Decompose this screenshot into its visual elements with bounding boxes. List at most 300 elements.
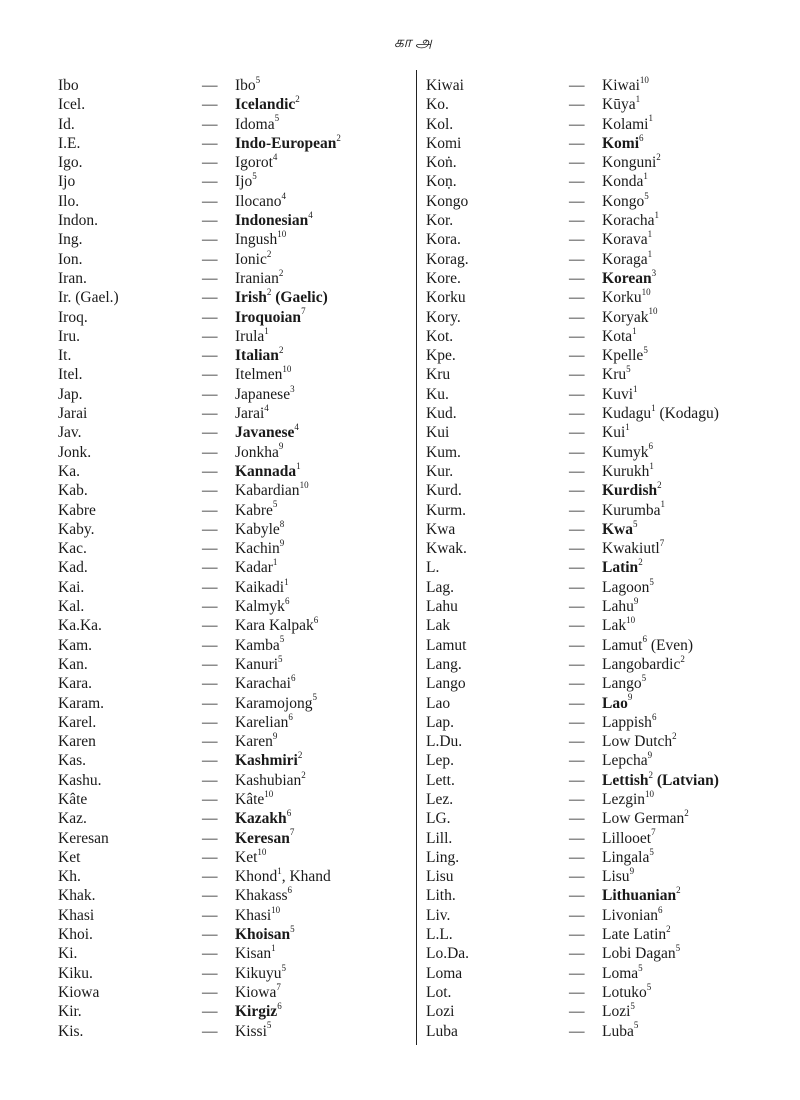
entry-abbreviation: I.E. [58, 134, 81, 152]
entry-language: Lettish$^2$ (Latvian) [602, 769, 719, 789]
entry-abbreviation: Kiku. [58, 964, 93, 982]
entry-dash: — [202, 347, 218, 365]
entry-abbreviation: Kam. [58, 636, 93, 654]
entry-dash: — [202, 385, 218, 403]
entry-row [426, 578, 786, 597]
entry-abbreviation: Komi [426, 134, 462, 152]
entry-language: Langobardic$^2$ [602, 653, 685, 673]
entry-language: Khasi$^{10}$ [235, 904, 281, 924]
entry-row [426, 423, 786, 442]
entry-row [426, 694, 786, 713]
entry-language: Kudagu$^1$ (Kodagu) [602, 402, 719, 423]
entry-abbreviation: Id. [58, 115, 75, 133]
entry-language: Idoma$^5$ [235, 113, 280, 133]
entry-abbreviation: Kara. [58, 675, 92, 693]
entry-abbreviation: Ion. [58, 250, 83, 268]
entry-dash: — [569, 926, 585, 944]
entry-row [426, 385, 786, 404]
entry-language: Irula$^1$ [235, 325, 269, 345]
entry-dash: — [569, 154, 585, 172]
entry-dash: — [569, 752, 585, 770]
entry-abbreviation: Lot. [426, 983, 452, 1001]
entry-row [58, 308, 403, 327]
entry-row [58, 944, 403, 963]
entry-abbreviation: Lao [426, 694, 451, 712]
entry-language: Kashubian$^2$ [235, 769, 306, 789]
entry-language: Ijo$^5$ [235, 171, 257, 191]
entry-row [58, 115, 403, 134]
entry-dash: — [202, 983, 218, 1001]
entry-dash: — [569, 327, 585, 345]
entry-dash: — [569, 810, 585, 828]
entry-language: Kikuyu$^5$ [235, 962, 286, 982]
entry-language: Kongo$^5$ [602, 190, 649, 210]
entry-row [58, 829, 403, 848]
entry-dash: — [202, 231, 218, 249]
entry-abbreviation: Lap. [426, 713, 454, 731]
entry-dash: — [569, 771, 585, 789]
entry-row [426, 404, 786, 423]
entry-abbreviation: Liv. [426, 906, 451, 924]
entry-dash: — [202, 964, 218, 982]
entry-dash: — [569, 520, 585, 538]
entry-abbreviation: Kwak. [426, 540, 467, 558]
entry-row [58, 809, 403, 828]
entry-row [426, 636, 786, 655]
entry-abbreviation: Ket [58, 848, 81, 866]
entry-dash: — [569, 733, 585, 751]
entry-dash: — [202, 520, 218, 538]
entry-abbreviation: Kore. [426, 269, 461, 287]
entry-row [426, 230, 786, 249]
entry-abbreviation: Kum. [426, 443, 461, 461]
entry-abbreviation: Kab. [58, 482, 88, 500]
entry-row [58, 346, 403, 365]
entry-abbreviation: Icel. [58, 96, 86, 114]
entry-dash: — [202, 810, 218, 828]
entry-abbreviation: Indon. [58, 212, 99, 230]
entry-dash: — [202, 308, 218, 326]
entry-language: Kumyk$^6$ [602, 441, 653, 461]
entry-language: Lao$^9$ [602, 692, 633, 712]
entry-dash: — [202, 115, 218, 133]
entry-row [426, 944, 786, 963]
entry-language: Japanese$^3$ [235, 383, 295, 403]
entry-row [426, 925, 786, 944]
entry-abbreviation: Kaz. [58, 810, 87, 828]
entry-abbreviation: Ku. [426, 385, 449, 403]
entry-abbreviation: Kora. [426, 231, 461, 249]
entry-dash: — [202, 77, 218, 94]
entry-dash: — [569, 598, 585, 616]
entry-language: Kara Kalpak$^6$ [235, 615, 319, 635]
entry-row [426, 346, 786, 365]
entry-dash: — [569, 385, 585, 403]
entry-dash: — [569, 289, 585, 307]
entry-dash: — [569, 308, 585, 326]
entry-language: Ionic$^2$ [235, 248, 272, 268]
entry-row [58, 886, 403, 905]
entry-language: Indo-European$^2$ [235, 132, 341, 152]
entry-row [426, 501, 786, 520]
entry-abbreviation: Kurd. [426, 482, 462, 500]
entry-dash: — [569, 675, 585, 693]
entry-row [426, 115, 786, 134]
entry-dash: — [202, 790, 218, 808]
entry-row [58, 636, 403, 655]
entry-abbreviation: Karen [58, 733, 96, 751]
entry-language: Itelmen$^{10}$ [235, 364, 292, 384]
entry-abbreviation: Khak. [58, 887, 96, 905]
column-divider [416, 70, 417, 1045]
entry-language: Korean$^3$ [602, 267, 657, 287]
entry-abbreviation: Keresan [58, 829, 109, 847]
entry-abbreviation: Korku [426, 289, 466, 307]
entry-row [426, 211, 786, 230]
entry-dash: — [569, 945, 585, 963]
entry-row [58, 694, 403, 713]
entry-language: Late Latin$^2$ [602, 923, 671, 944]
entry-row [426, 288, 786, 307]
entry-abbreviation: Lang. [426, 655, 462, 673]
entry-row [426, 76, 786, 95]
entry-language: Jarai$^4$ [235, 402, 269, 423]
entry-row [426, 308, 786, 327]
entry-language: Karachai$^6$ [235, 673, 296, 693]
entry-abbreviation: Loma [426, 964, 463, 982]
entry-language: Lappish$^6$ [602, 711, 657, 731]
entry-language: Ibo$^5$ [235, 74, 261, 94]
entry-dash: — [569, 173, 585, 191]
entry-row [426, 365, 786, 384]
entry-abbreviation: Kai. [58, 578, 85, 596]
entry-language: Kazakh$^6$ [235, 808, 292, 828]
entry-row [426, 327, 786, 346]
entry-language: Kūya$^1$ [602, 94, 641, 114]
entry-dash: — [202, 173, 218, 191]
entry-language: Kanuri$^5$ [235, 653, 283, 673]
entry-dash: — [202, 269, 218, 287]
entry-language: Lepcha$^9$ [602, 750, 653, 770]
entry-abbreviation: Kor. [426, 212, 454, 230]
entry-row [58, 1002, 403, 1021]
entry-language: Karelian$^6$ [235, 711, 293, 731]
entry-abbreviation: Kh. [58, 868, 81, 886]
entry-dash: — [202, 250, 218, 268]
entry-dash: — [202, 192, 218, 210]
entry-row [58, 76, 403, 95]
entry-abbreviation: Lamut [426, 636, 467, 654]
entry-language: Lithuanian$^2$ [602, 885, 681, 905]
entry-abbreviation: Kur. [426, 462, 454, 480]
entry-language: Lagoon$^5$ [602, 576, 654, 596]
entry-abbreviation: Lag. [426, 578, 454, 596]
entry-abbreviation: Jav. [58, 424, 82, 442]
right-column [426, 76, 786, 1041]
entry-dash: — [569, 829, 585, 847]
entry-row [58, 443, 403, 462]
entry-dash: — [569, 848, 585, 866]
entry-language: Kui$^1$ [602, 422, 630, 442]
entry-abbreviation: Ir. (Gael.) [58, 289, 119, 307]
entry-language: Low German$^2$ [602, 808, 689, 828]
entry-row [426, 95, 786, 114]
entry-language: Low Dutch$^2$ [602, 730, 677, 751]
entry-row [58, 153, 403, 172]
entry-row [426, 964, 786, 983]
entry-abbreviation: L. [426, 559, 440, 577]
entry-row [426, 462, 786, 481]
entry-row [58, 732, 403, 751]
entry-language: Lillooet$^7$ [602, 827, 656, 847]
entry-language: Kabre$^5$ [235, 499, 278, 519]
entry-language: Lak$^{10}$ [602, 615, 636, 635]
entry-language: Lozi$^5$ [602, 1001, 635, 1021]
entry-language: Koracha$^1$ [602, 209, 659, 230]
entry-dash: — [202, 752, 218, 770]
entry-abbreviation: Kac. [58, 540, 87, 558]
entry-language: Lobi Dagan$^5$ [602, 943, 681, 963]
entry-language: Kâte$^{10}$ [235, 788, 274, 808]
entry-row [58, 230, 403, 249]
entry-dash: — [202, 868, 218, 886]
entry-row [426, 732, 786, 751]
entry-row [426, 1002, 786, 1021]
entry-abbreviation: Ka. [58, 462, 80, 480]
entry-abbreviation: Itel. [58, 366, 83, 384]
entry-row [58, 365, 403, 384]
entry-row [58, 616, 403, 635]
entry-dash: — [202, 559, 218, 577]
entry-row [58, 192, 403, 211]
entry-row [426, 520, 786, 539]
entry-language: Kru$^5$ [602, 364, 631, 384]
entry-abbreviation: Kpe. [426, 347, 456, 365]
entry-dash: — [202, 366, 218, 384]
entry-abbreviation: Kan. [58, 655, 88, 673]
entry-abbreviation: Jonk. [58, 443, 92, 461]
entry-dash: — [569, 192, 585, 210]
entry-dash: — [202, 829, 218, 847]
entry-abbreviation: Igo. [58, 154, 83, 172]
entry-dash: — [569, 636, 585, 654]
entry-language: Kalmyk$^6$ [235, 595, 290, 616]
entry-abbreviation: Kol. [426, 115, 454, 133]
entry-row [58, 925, 403, 944]
entry-language: Kuvi$^1$ [602, 383, 638, 403]
entry-abbreviation: Lak [426, 617, 451, 635]
entry-row [426, 983, 786, 1002]
entry-language: Icelandic$^2$ [235, 94, 300, 114]
entry-language: Lezgin$^{10}$ [602, 788, 655, 808]
entry-row [58, 462, 403, 481]
entry-language: Ilocano$^4$ [235, 190, 286, 210]
entry-row [58, 1022, 403, 1041]
entry-abbreviation: Kwa [426, 520, 456, 538]
entry-row [426, 269, 786, 288]
entry-abbreviation: Kui [426, 424, 450, 442]
entry-row [426, 848, 786, 867]
entry-row [58, 250, 403, 269]
entry-row [58, 172, 403, 191]
entry-dash: — [569, 405, 585, 423]
entry-dash: — [202, 462, 218, 480]
entry-language: Ingush$^{10}$ [235, 229, 287, 249]
entry-abbreviation: Ilo. [58, 192, 80, 210]
entry-abbreviation: Lill. [426, 829, 453, 847]
entry-dash: — [202, 848, 218, 866]
entry-language: Komi$^6$ [602, 132, 644, 152]
entry-abbreviation: Koṇ. [426, 173, 457, 191]
entry-abbreviation: Kiowa [58, 983, 100, 1001]
entry-row [58, 423, 403, 442]
entry-dash: — [202, 134, 218, 152]
entry-abbreviation: Ibo [58, 77, 79, 94]
entry-language: Koraga$^1$ [602, 248, 653, 268]
entry-language: Kachin$^9$ [235, 537, 285, 558]
entry-abbreviation: Kurm. [426, 501, 467, 519]
entry-row [58, 751, 403, 770]
entry-row [58, 520, 403, 539]
entry-dash: — [202, 926, 218, 944]
entry-language: Lango$^5$ [602, 673, 647, 693]
entry-row [58, 713, 403, 732]
entry-abbreviation: Koṅ. [426, 154, 457, 172]
entry-language: Korku$^{10}$ [602, 287, 651, 307]
entry-dash: — [569, 269, 585, 287]
entry-abbreviation: Lisu [426, 868, 454, 886]
entry-dash: — [569, 96, 585, 114]
entry-language: Khakass$^6$ [235, 885, 293, 905]
entry-dash: — [202, 617, 218, 635]
entry-dash: — [569, 77, 585, 94]
entry-dash: — [569, 887, 585, 905]
entry-abbreviation: Lep. [426, 752, 454, 770]
entry-row [426, 674, 786, 693]
entry-dash: — [569, 713, 585, 731]
entry-language: Iroquoian$^7$ [235, 306, 306, 326]
entry-row [426, 558, 786, 577]
entry-language: Khond$^1$, Khand [235, 866, 331, 886]
entry-abbreviation: Kis. [58, 1022, 84, 1040]
entry-dash: — [202, 424, 218, 442]
entry-dash: — [569, 983, 585, 1001]
entry-abbreviation: Lozi [426, 1003, 455, 1021]
entry-dash: — [569, 617, 585, 635]
entry-dash: — [569, 906, 585, 924]
entry-language: Kurumba$^1$ [602, 499, 666, 519]
entry-dash: — [569, 443, 585, 461]
entry-row [58, 848, 403, 867]
entry-dash: — [202, 675, 218, 693]
entry-abbreviation: Iru. [58, 327, 80, 345]
entry-row [58, 790, 403, 809]
entry-dash: — [569, 1022, 585, 1040]
entry-language: Latin$^2$ [602, 557, 643, 577]
entry-dash: — [202, 906, 218, 924]
entry-abbreviation: Ing. [58, 231, 83, 249]
entry-dash: — [569, 250, 585, 268]
entry-language: Kadar$^1$ [235, 557, 278, 577]
entry-dash: — [202, 501, 218, 519]
entry-language: Koryak$^{10}$ [602, 306, 658, 326]
entry-abbreviation: L.L. [426, 926, 453, 944]
entry-row [58, 578, 403, 597]
entry-dash: — [569, 212, 585, 230]
entry-abbreviation: Karam. [58, 694, 105, 712]
entry-row [58, 964, 403, 983]
entry-language: Indonesian$^4$ [235, 209, 313, 230]
entry-language: Kiowa$^7$ [235, 981, 281, 1001]
entry-language: Jonkha$^9$ [235, 441, 284, 461]
entry-row [426, 153, 786, 172]
entry-abbreviation: Kabre [58, 501, 96, 519]
entry-row [58, 771, 403, 790]
entry-language: Javanese$^4$ [235, 422, 299, 442]
entry-dash: — [569, 424, 585, 442]
entry-abbreviation: Lith. [426, 887, 456, 905]
entry-abbreviation: Korag. [426, 250, 469, 268]
entry-row [426, 1022, 786, 1041]
entry-row [426, 616, 786, 635]
entry-dash: — [202, 655, 218, 673]
entry-row [58, 983, 403, 1002]
entry-abbreviation: L.Du. [426, 733, 463, 751]
entry-row [426, 539, 786, 558]
entry-dash: — [569, 482, 585, 500]
entry-dash: — [202, 598, 218, 616]
entry-language: Korava$^1$ [602, 229, 653, 249]
entry-language: Lotuko$^5$ [602, 981, 652, 1001]
entry-row [58, 134, 403, 153]
entry-dash: — [202, 212, 218, 230]
entry-language: Kirgiz$^6$ [235, 1001, 282, 1021]
entry-row [426, 886, 786, 905]
entry-dash: — [569, 115, 585, 133]
entry-language: Igorot$^4$ [235, 152, 278, 172]
entry-dash: — [202, 154, 218, 172]
entry-language: Loma$^5$ [602, 962, 643, 982]
entry-abbreviation: LG. [426, 810, 451, 828]
entry-abbreviation: Kir. [58, 1003, 82, 1021]
entry-language: Kwa$^5$ [602, 518, 638, 538]
entry-language: Kabyle$^8$ [235, 518, 285, 538]
entry-language: Irish$^2$ (Gaelic) [235, 287, 328, 307]
entry-dash: — [569, 868, 585, 886]
entry-language: Karen$^9$ [235, 730, 278, 751]
entry-abbreviation: Lo.Da. [426, 945, 470, 963]
entry-row [58, 211, 403, 230]
entry-row [426, 771, 786, 790]
entry-language: Karamojong$^5$ [235, 692, 317, 712]
entry-abbreviation: Iroq. [58, 308, 88, 326]
page-number: கா அ [394, 35, 432, 51]
entry-row [426, 192, 786, 211]
entry-row [58, 385, 403, 404]
entry-abbreviation: Luba [426, 1022, 458, 1040]
entry-row [58, 269, 403, 288]
entry-abbreviation: Kal. [58, 598, 85, 616]
entry-dash: — [202, 96, 218, 114]
entry-dash: — [202, 694, 218, 712]
entry-language: Kamba$^5$ [235, 634, 285, 654]
entry-abbreviation: Lahu [426, 598, 458, 616]
entry-language: Konda$^1$ [602, 171, 648, 191]
entry-row [58, 95, 403, 114]
entry-abbreviation: Kad. [58, 559, 88, 577]
entry-row [426, 597, 786, 616]
entry-language: Italian$^2$ [235, 345, 284, 365]
